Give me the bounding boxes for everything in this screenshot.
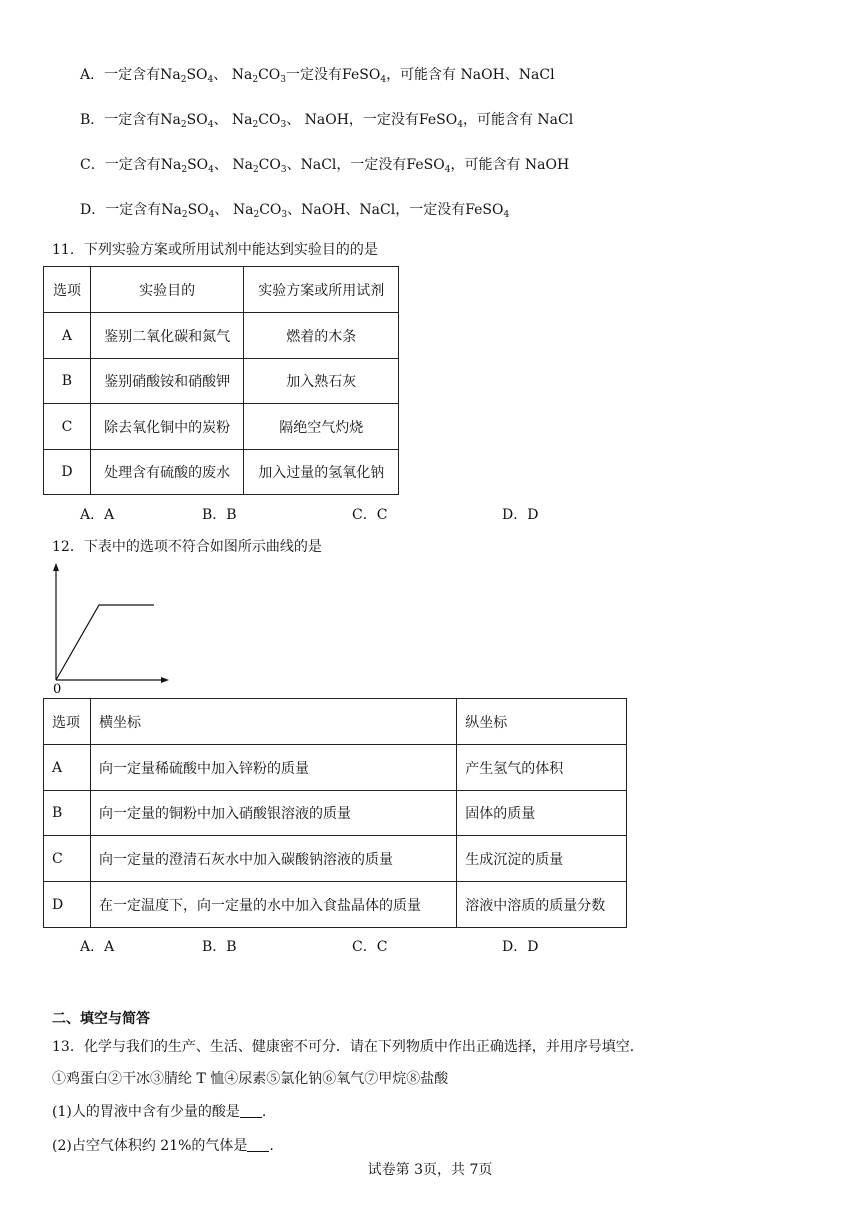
choice-d: D．D (502, 507, 539, 523)
option-text-segment: ，可能含有 NaCl (462, 112, 574, 128)
table-cell: D (44, 882, 91, 928)
option-text-segment: FeSO (406, 157, 445, 173)
table-cell: A (44, 745, 91, 791)
subscript: 4 (207, 75, 214, 85)
subscript: 3 (280, 165, 287, 175)
table-cell: C (44, 404, 91, 450)
period: . (269, 1138, 274, 1154)
answer-blank[interactable] (240, 1103, 262, 1118)
table-row (44, 791, 627, 836)
table-cell: 加入过量的氢氧化钠 (244, 450, 399, 495)
q13-sub1 (52, 1102, 266, 1122)
subscript: 2 (253, 210, 260, 220)
option-text-segment: CO (258, 157, 281, 173)
table-cell: 向一定量稀硫酸中加入锌粉的质量 (90, 745, 456, 791)
table-cell: 产生氢气的体积 (457, 745, 627, 791)
option-text-segment: B．一定含有 (80, 112, 161, 128)
option-text-segment: 、 (214, 202, 233, 218)
option-text-segment: A．一定含有 (80, 67, 161, 83)
choice-a: A．A (80, 939, 115, 955)
table-row (44, 745, 627, 791)
option-text-segment: FeSO (465, 202, 504, 218)
option-text-segment: 、 (213, 67, 232, 83)
period: . (261, 1104, 267, 1120)
choice-c: C．C (352, 939, 388, 955)
option-text-segment: ，可能含有 NaOH (450, 157, 570, 173)
option-text-segment: 、 (213, 157, 233, 173)
answer-blank[interactable] (247, 1137, 269, 1152)
table-cell: 除去氧化铜中的炭粉 (90, 404, 244, 450)
subscript: 3 (280, 75, 287, 85)
q10-option-b (80, 110, 573, 130)
table-cell: A (44, 313, 91, 359)
option-text-segment: C．一定含有 (80, 157, 161, 173)
q10-option-d (80, 200, 509, 220)
q11-choices (0, 504, 860, 524)
option-text-segment: FeSO (342, 67, 381, 83)
subscript: 2 (181, 165, 188, 175)
option-text-segment: Na (231, 112, 253, 128)
choice-b: B．B (202, 939, 237, 955)
option-text-segment: ，可能含有 NaOH、NaCl (386, 67, 555, 83)
subscript: 3 (280, 120, 287, 130)
table-cell: 鉴别二氧化碳和氮气 (90, 313, 244, 359)
table-cell: 固体的质量 (457, 791, 627, 836)
q13-stem: 13．化学与我们的生产、生活、健康密不可分．请在下列物质中作出正确选择，并用序号填空． (52, 1039, 644, 1055)
option-text-segment: Na (161, 202, 182, 218)
option-text-segment: 、NaOH、NaCl，一定没有 (287, 202, 466, 218)
subscript: 2 (181, 210, 188, 220)
y-axis-arrow (53, 563, 59, 571)
section-heading: 二、填空与简答 (52, 1011, 150, 1027)
q10-option-c (80, 155, 569, 175)
table-row (44, 450, 399, 495)
q12-curve-graph (44, 562, 174, 696)
table-cell: C (44, 836, 91, 882)
option-text-segment: Na (231, 67, 253, 83)
table-cell: 向一定量的澄清石灰水中加入碳酸钠溶液的质量 (90, 836, 456, 882)
table-header-row (44, 699, 627, 745)
option-text-segment: CO (258, 112, 281, 128)
table-row (44, 882, 627, 928)
option-text-segment: SO (187, 157, 209, 173)
table-row (44, 836, 627, 882)
header-cell: 选项 (44, 699, 91, 745)
subscript: 4 (457, 120, 463, 130)
option-text-segment: Na (160, 67, 181, 83)
table-cell: 隔绝空气灼烧 (244, 404, 399, 450)
table-cell: B (44, 359, 91, 404)
subscript: 3 (281, 210, 288, 220)
page-footer: 试卷第 3页，共 7页 (367, 1162, 493, 1178)
option-text-segment: SO (187, 202, 209, 218)
q11-stem: 11．下列实验方案或所用试剂中能达到实验目的的是 (52, 242, 378, 258)
table-cell: 生成沉淀的质量 (457, 836, 627, 882)
table-cell: B (44, 791, 91, 836)
subscript: 4 (207, 120, 214, 130)
q11-table (43, 266, 399, 495)
table-row (44, 313, 399, 359)
choice-d: D．D (502, 939, 539, 955)
option-text-segment: D．一定含有 (80, 202, 162, 218)
subscript: 2 (252, 75, 259, 85)
q13-items: ①鸡蛋白②干冰③腈纶 T 恤④尿素⑤氯化钠⑥氧气⑦甲烷⑧盐酸 (52, 1071, 449, 1087)
table-cell: 在一定温度下，向一定量的水中加入食盐晶体的质量 (90, 882, 456, 928)
table-cell: D (44, 450, 91, 495)
option-text-segment: Na (160, 112, 181, 128)
table-cell: 燃着的木条 (244, 313, 399, 359)
header-cell: 纵坐标 (457, 699, 627, 745)
option-text-segment: CO (258, 67, 281, 83)
choice-a: A．A (80, 507, 115, 523)
x-axis-arrow (161, 677, 169, 683)
table-cell: 向一定量的铜粉中加入硝酸银溶液的质量 (90, 791, 456, 836)
q12-table (43, 698, 627, 928)
q12-stem: 12．下表中的选项不符合如图所示曲线的是 (52, 539, 322, 555)
option-text-segment: Na (160, 157, 182, 173)
subscript: 4 (208, 210, 215, 220)
header-cell: 实验方案或所用试剂 (244, 267, 399, 313)
option-text-segment: SO (186, 67, 208, 83)
header-cell: 横坐标 (90, 699, 456, 745)
subscript: 2 (180, 75, 187, 85)
subscript: 4 (444, 165, 451, 175)
table-cell: 加入熟石灰 (244, 359, 399, 404)
origin-label: 0 (53, 682, 62, 696)
option-text-segment: 、 (213, 112, 232, 128)
q10-option-a (80, 65, 555, 85)
header-cell: 选项 (44, 267, 91, 313)
header-cell: 实验目的 (90, 267, 244, 313)
table-cell: 处理含有硫酸的废水 (90, 450, 244, 495)
choice-b: B．B (202, 507, 237, 523)
option-text-segment: FeSO (418, 112, 458, 128)
table-cell: 鉴别硝酸铵和硝酸钾 (90, 359, 244, 404)
choice-c: C．C (352, 507, 388, 523)
option-text-segment: CO (259, 202, 282, 218)
option-text-segment: Na (232, 157, 253, 173)
q13-sub2-text: (2)占空气体积约 21%的气体是 (52, 1138, 248, 1154)
option-text-segment: SO (186, 112, 208, 128)
option-text-segment: 、 NaOH，一定没有 (286, 112, 419, 128)
table-row (44, 359, 399, 404)
subscript: 4 (208, 165, 214, 175)
option-text-segment: 、NaCl，一定没有 (286, 157, 407, 173)
subscript: 2 (252, 165, 259, 175)
option-text-segment: 一定没有 (286, 67, 343, 83)
option-text-segment: Na (232, 202, 254, 218)
table-cell: 溶液中溶质的质量分数 (457, 882, 627, 928)
subscript: 2 (252, 120, 259, 130)
q12-choices (0, 936, 860, 956)
curve-line (56, 605, 154, 680)
subscript: 4 (380, 75, 387, 85)
subscript: 2 (180, 120, 187, 130)
subscript: 4 (503, 210, 510, 220)
q13-sub2 (52, 1136, 274, 1156)
q13-sub1-text: (1)人的胃液中含有少量的酸是 (52, 1104, 240, 1120)
table-header-row (44, 267, 399, 313)
table-row (44, 404, 399, 450)
